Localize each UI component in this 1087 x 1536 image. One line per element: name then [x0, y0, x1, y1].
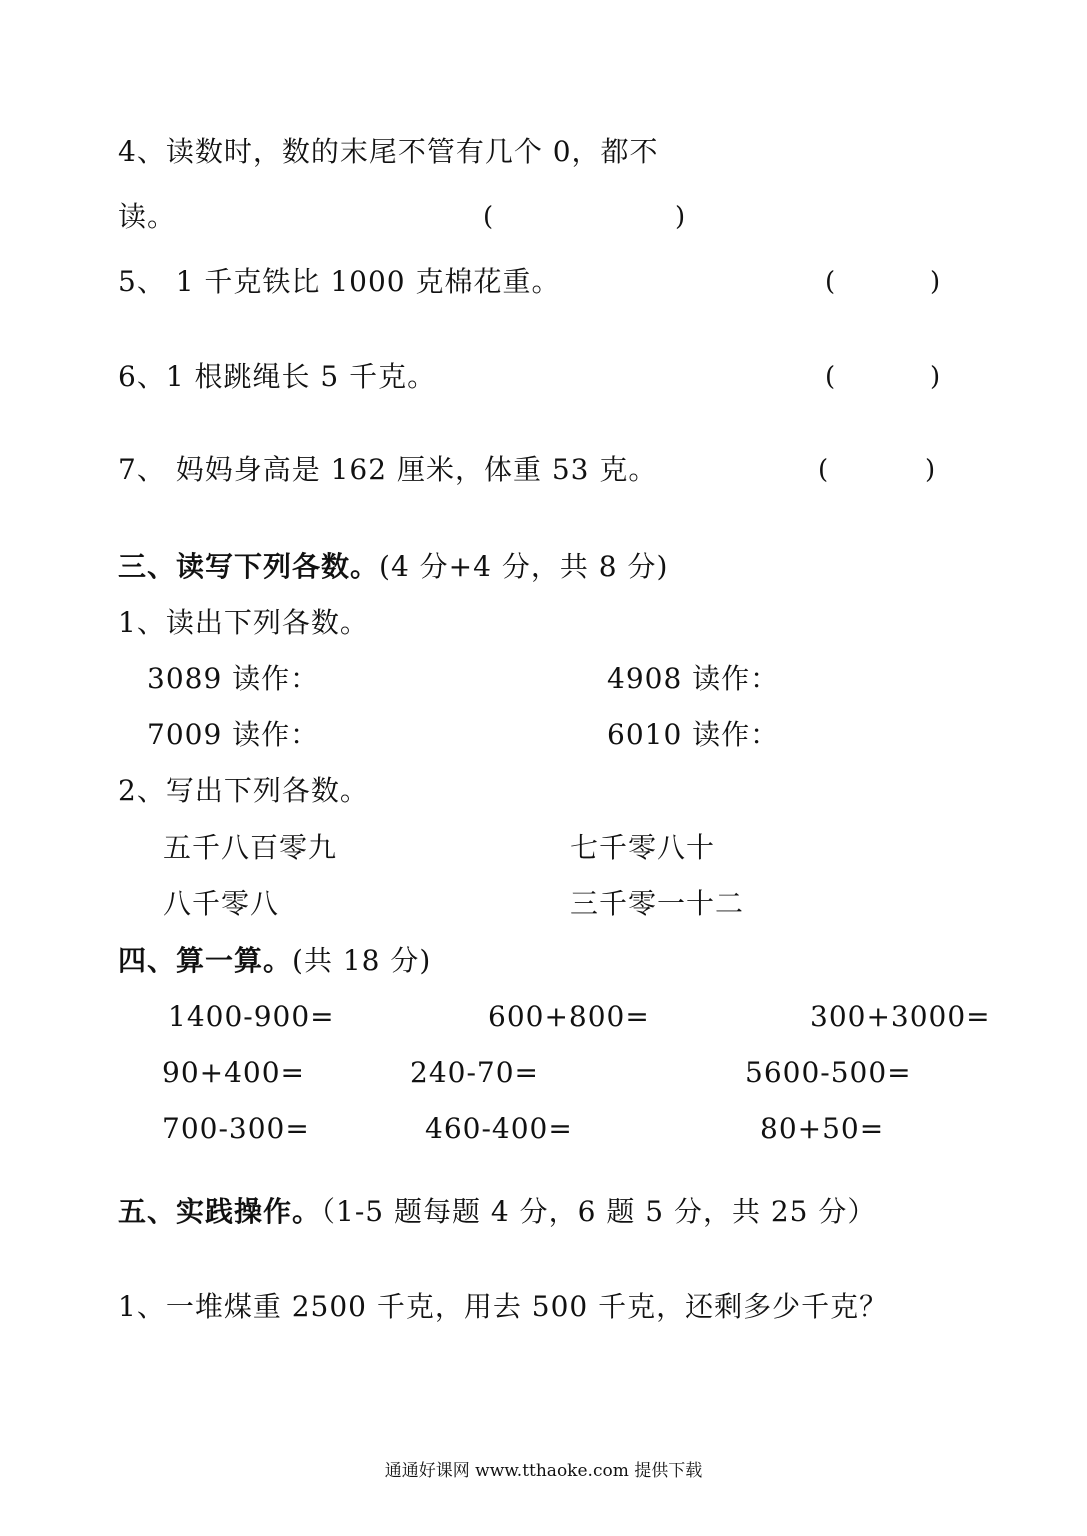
section-5-question-1: 1、一堆煤重 2500 千克，用去 500 千克，还剩多少千克？ — [118, 1290, 889, 1323]
answer-paren-close-5: ) — [930, 267, 941, 297]
calc-item-1-3: 300+3000= — [810, 1000, 991, 1033]
question-4-line1: 4、读数时，数的末尾不管有几个 0，都不 — [118, 135, 659, 168]
section-3-sub2: 2、写出下列各数。 — [118, 774, 369, 807]
write-item-1: 五千八百零九 — [163, 831, 338, 864]
answer-paren-close-6: ) — [930, 362, 941, 392]
calc-item-3-2: 460-400= — [425, 1112, 573, 1145]
question-7: 7、 妈妈身高是 162 厘米，体重 53 克。 — [118, 453, 658, 486]
calc-item-1-1: 1400-900= — [168, 1000, 335, 1033]
section-3-heading — [118, 550, 668, 584]
answer-paren-close-4: ) — [675, 202, 686, 232]
page-footer: 通通好课网 www.tthaoke.com 提供下载 — [384, 1461, 703, 1481]
answer-paren-open-7: ( — [818, 455, 829, 485]
section-3-score: (4 分+4 分，共 8 分) — [379, 550, 669, 583]
section-3-title: 三、读写下列各数。 — [118, 550, 380, 583]
calc-item-2-3: 5600-500= — [745, 1056, 912, 1089]
read-item-1: 3089 读作： — [147, 662, 320, 695]
section-4-title: 四、算一算。 — [118, 944, 293, 977]
section-5-heading — [118, 1195, 876, 1229]
write-item-2: 七千零八十 — [570, 831, 716, 864]
answer-paren-open-6: ( — [825, 362, 836, 392]
read-item-4: 6010 读作： — [607, 718, 780, 751]
question-5: 5、 1 千克铁比 1000 克棉花重。 — [118, 265, 561, 298]
read-item-2: 4908 读作： — [607, 662, 780, 695]
calc-item-2-1: 90+400= — [162, 1056, 305, 1089]
write-item-4: 三千零一十二 — [570, 887, 745, 920]
section-5-title: 五、实践操作。 — [118, 1195, 322, 1228]
question-4-line2: 读。 — [118, 200, 177, 233]
section-3-sub1: 1、读出下列各数。 — [118, 606, 369, 639]
section-4-heading — [118, 944, 431, 978]
answer-paren-open-4: ( — [483, 202, 494, 232]
section-5-score: （1-5 题每题 4 分，6 题 5 分，共 25 分） — [321, 1195, 877, 1228]
answer-paren-close-7: ) — [925, 455, 936, 485]
calc-item-1-2: 600+800= — [488, 1000, 650, 1033]
write-item-3: 八千零八 — [163, 887, 280, 920]
answer-paren-open-5: ( — [825, 267, 836, 297]
question-6: 6、1 根跳绳长 5 千克。 — [118, 360, 437, 393]
calc-item-3-1: 700-300= — [162, 1112, 310, 1145]
read-item-3: 7009 读作： — [147, 718, 320, 751]
calc-item-3-3: 80+50= — [760, 1112, 885, 1145]
section-4-score: (共 18 分) — [292, 944, 432, 977]
calc-item-2-2: 240-70= — [410, 1056, 539, 1089]
